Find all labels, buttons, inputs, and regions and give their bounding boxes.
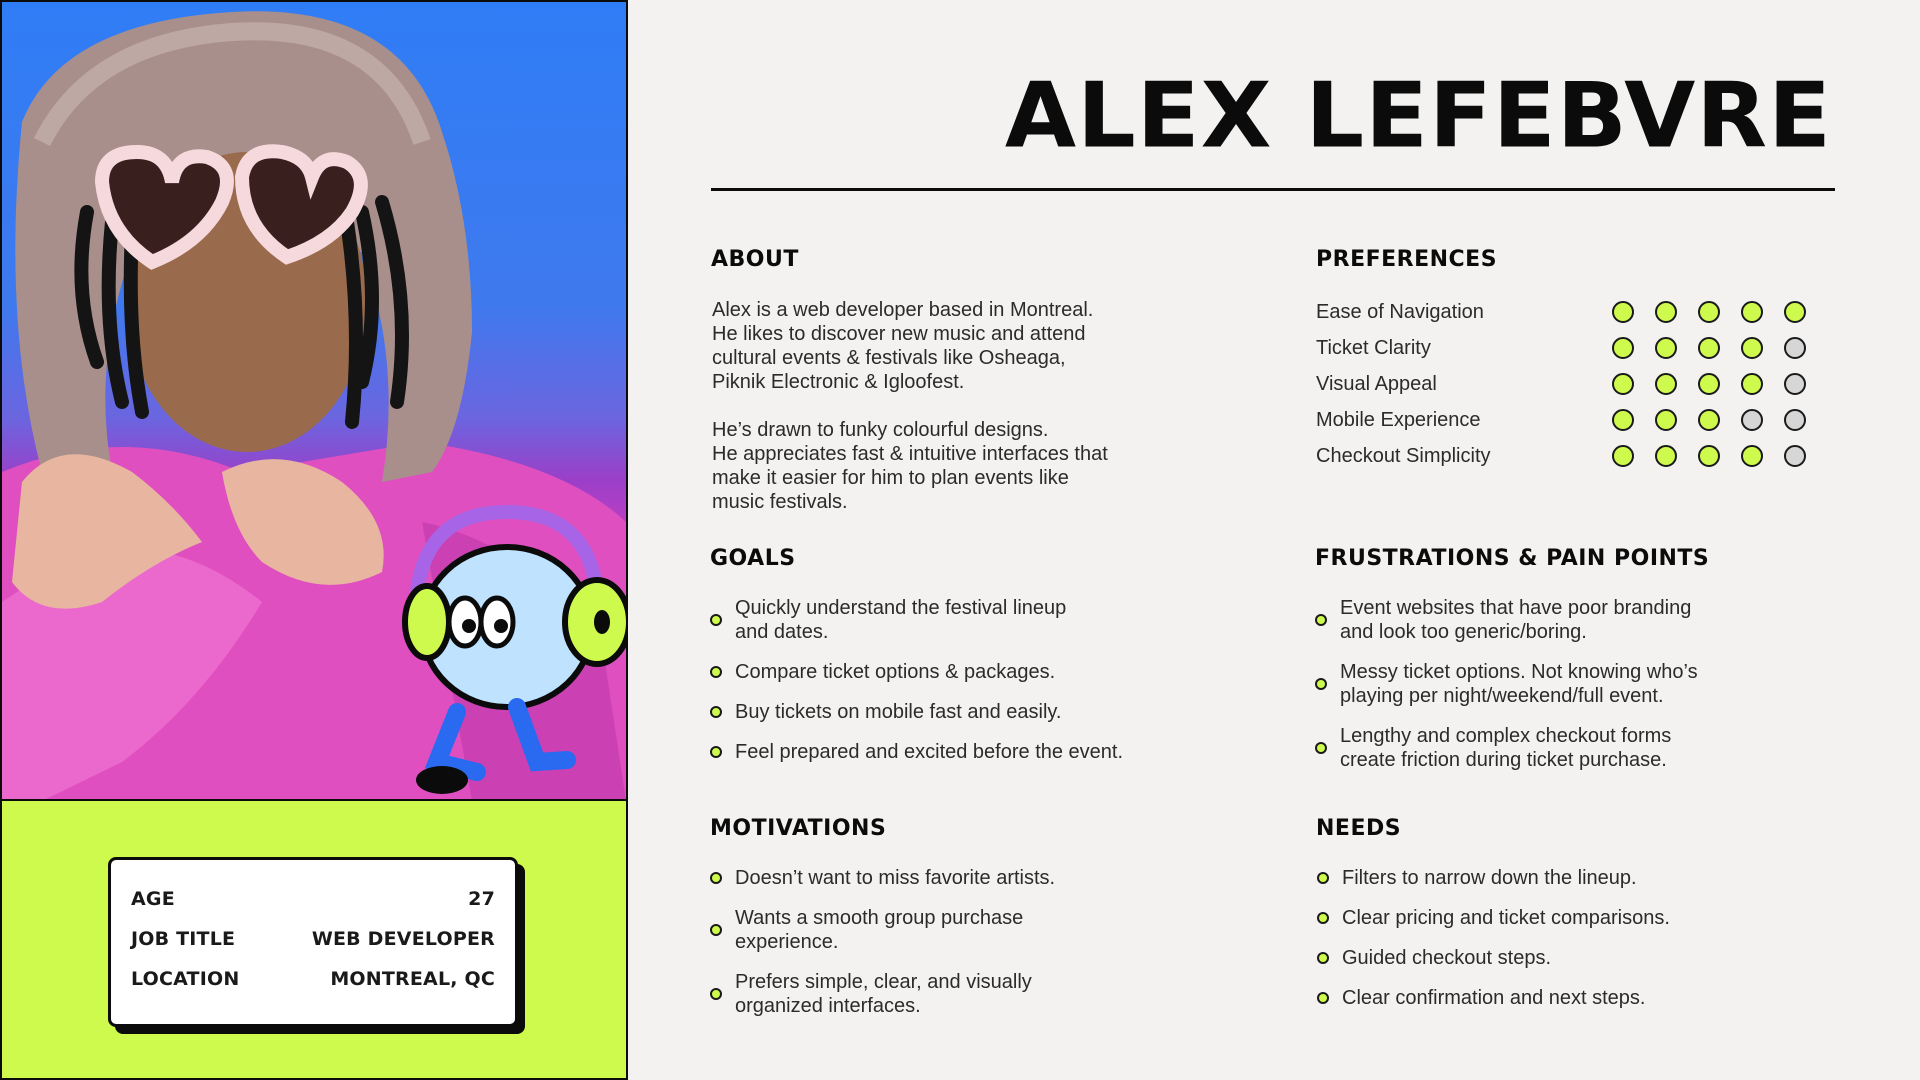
goals-item-line: Feel prepared and excited before the event. <box>735 741 1124 763</box>
info-label: JOB TITLE <box>131 928 236 950</box>
rating-dot-filled-icon <box>1698 409 1720 431</box>
rating-dot-filled-icon <box>1655 373 1677 395</box>
needs-item-text <box>1342 946 1551 970</box>
bullet-dot-icon <box>1317 992 1329 1004</box>
preferences-list <box>1316 294 1816 474</box>
about-line: music festivals. <box>712 491 848 513</box>
preferences-title: PREFERENCES <box>1316 247 1498 272</box>
needs-item <box>1317 906 1670 930</box>
needs-list <box>1317 866 1670 1026</box>
goals-item-text <box>735 660 1055 684</box>
frustrations-item <box>1315 724 1698 772</box>
header-divider <box>711 188 1835 191</box>
motivations-item-text <box>735 970 1032 1018</box>
rating-dot-filled-icon <box>1698 337 1720 359</box>
bullet-dot-icon <box>710 614 722 626</box>
needs-item-line: Filters to narrow down the lineup. <box>1342 867 1637 889</box>
rating-dot-filled-icon <box>1741 445 1763 467</box>
bullet-dot-icon <box>1317 952 1329 964</box>
needs-title: NEEDS <box>1316 816 1402 841</box>
about-line: He appreciates fast & intuitive interfaces that <box>712 443 1108 465</box>
rating-dot-filled-icon <box>1655 445 1677 467</box>
frustrations-item <box>1315 596 1698 644</box>
motivations-item-line: Wants a smooth group purchase <box>735 907 1024 929</box>
preference-rating <box>1612 301 1806 323</box>
info-label: AGE <box>131 888 175 910</box>
bullet-dot-icon <box>1315 614 1327 626</box>
needs-item-text <box>1342 866 1637 890</box>
info-row-location <box>131 968 495 1008</box>
preference-label: Ticket Clarity <box>1316 336 1431 359</box>
rating-dot-empty-icon <box>1784 337 1806 359</box>
motivations-item <box>710 866 1055 890</box>
rating-dot-empty-icon <box>1784 373 1806 395</box>
rating-dot-empty-icon <box>1784 445 1806 467</box>
preference-rating <box>1612 445 1806 467</box>
frustrations-list <box>1315 596 1698 788</box>
info-value: 27 <box>468 888 495 910</box>
frustrations-item-line: and look too generic/boring. <box>1340 621 1587 643</box>
needs-item <box>1317 986 1670 1010</box>
goals-item <box>710 596 1123 644</box>
goals-item <box>710 660 1123 684</box>
rating-dot-filled-icon <box>1612 337 1634 359</box>
about-line: He’s drawn to funky colourful designs. <box>712 419 1049 441</box>
motivations-item <box>710 970 1055 1018</box>
frustrations-item-text <box>1340 660 1698 708</box>
needs-item-text <box>1342 906 1670 930</box>
rating-dot-filled-icon <box>1698 373 1720 395</box>
goals-item-line: Quickly understand the festival lineup <box>735 597 1067 619</box>
info-row-job-title <box>131 928 495 968</box>
frustrations-title: FRUSTRATIONS & PAIN POINTS <box>1315 546 1710 571</box>
goals-item-text <box>735 596 1066 644</box>
preference-row <box>1316 294 1816 330</box>
about-paragraph-1 <box>712 298 1172 394</box>
rating-dot-filled-icon <box>1612 445 1634 467</box>
frustrations-item-line: playing per night/weekend/full event. <box>1340 685 1664 707</box>
rating-dot-filled-icon <box>1655 301 1677 323</box>
preference-rating <box>1612 409 1806 431</box>
bullet-dot-icon <box>710 746 722 758</box>
goals-list <box>710 596 1123 780</box>
preference-row <box>1316 402 1816 438</box>
frustrations-item-text <box>1340 596 1691 644</box>
bullet-dot-icon <box>1317 872 1329 884</box>
bullet-dot-icon <box>710 706 722 718</box>
about-line: Piknik Electronic & Igloofest. <box>712 371 965 393</box>
info-value: WEB DEVELOPER <box>311 928 495 950</box>
preference-row <box>1316 330 1816 366</box>
needs-item <box>1317 866 1670 890</box>
bullet-dot-icon <box>710 924 722 936</box>
bullet-dot-icon <box>710 988 722 1000</box>
needs-item-text <box>1342 986 1646 1010</box>
preference-rating <box>1612 373 1806 395</box>
goals-item <box>710 740 1123 764</box>
goals-item-text <box>735 740 1123 764</box>
rating-dot-filled-icon <box>1655 409 1677 431</box>
preference-label: Mobile Experience <box>1316 408 1481 431</box>
about-title: ABOUT <box>711 247 799 272</box>
motivations-item <box>710 906 1055 954</box>
bullet-dot-icon <box>1317 912 1329 924</box>
persona-photo-illustration <box>2 2 626 801</box>
goals-item-line: and dates. <box>735 621 829 643</box>
preference-row <box>1316 366 1816 402</box>
motivations-list <box>710 866 1055 1034</box>
frustrations-item-line: Event websites that have poor branding <box>1340 597 1692 619</box>
motivations-item-line: Prefers simple, clear, and visually <box>735 971 1032 993</box>
about-line: cultural events & festivals like Osheaga, <box>712 347 1066 369</box>
motivations-item-text <box>735 866 1055 890</box>
motivations-item-line: experience. <box>735 931 839 953</box>
rating-dot-filled-icon <box>1612 373 1634 395</box>
about-line: Alex is a web developer based in Montreal. <box>712 299 1094 321</box>
rating-dot-filled-icon <box>1655 337 1677 359</box>
bullet-dot-icon <box>1315 742 1327 754</box>
info-row-age <box>131 888 495 928</box>
persona-info-card <box>108 857 518 1027</box>
motivations-item-line: organized interfaces. <box>735 995 921 1017</box>
frustrations-item <box>1315 660 1698 708</box>
rating-dot-filled-icon <box>1741 337 1763 359</box>
preference-row <box>1316 438 1816 474</box>
rating-dot-filled-icon <box>1741 301 1763 323</box>
motivations-item-text <box>735 906 1023 954</box>
rating-dot-filled-icon <box>1612 409 1634 431</box>
persona-photo <box>2 2 626 801</box>
goals-item <box>710 700 1123 724</box>
persona-name: ALEX LEFEBVRE <box>1004 63 1832 168</box>
frustrations-item-line: create friction during ticket purchase. <box>1340 749 1667 771</box>
preference-rating <box>1612 337 1806 359</box>
persona-visual-panel <box>0 0 628 1080</box>
bullet-dot-icon <box>710 666 722 678</box>
preference-label: Ease of Navigation <box>1316 300 1484 323</box>
frustrations-item-text <box>1340 724 1671 772</box>
rating-dot-filled-icon <box>1741 373 1763 395</box>
frustrations-item-line: Lengthy and complex checkout forms <box>1340 725 1672 747</box>
info-value: MONTREAL, QC <box>330 968 495 990</box>
needs-item-line: Clear confirmation and next steps. <box>1342 987 1646 1009</box>
bullet-dot-icon <box>1315 678 1327 690</box>
needs-item-line: Clear pricing and ticket comparisons. <box>1342 907 1670 929</box>
goals-item-line: Buy tickets on mobile fast and easily. <box>735 701 1062 723</box>
rating-dot-filled-icon <box>1698 445 1720 467</box>
needs-item-line: Guided checkout steps. <box>1342 947 1552 969</box>
rating-dot-empty-icon <box>1741 409 1763 431</box>
bullet-dot-icon <box>710 872 722 884</box>
motivations-item-line: Doesn’t want to miss favorite artists. <box>735 867 1056 889</box>
preference-label: Checkout Simplicity <box>1316 444 1491 467</box>
rating-dot-filled-icon <box>1784 301 1806 323</box>
motivations-title: MOTIVATIONS <box>710 816 887 841</box>
frustrations-item-line: Messy ticket options. Not knowing who’s <box>1340 661 1698 683</box>
needs-item <box>1317 946 1670 970</box>
about-line: make it easier for him to plan events like <box>712 467 1069 489</box>
rating-dot-empty-icon <box>1784 409 1806 431</box>
rating-dot-filled-icon <box>1612 301 1634 323</box>
about-paragraph-2 <box>712 418 1172 514</box>
goals-item-text <box>735 700 1061 724</box>
rating-dot-filled-icon <box>1698 301 1720 323</box>
preference-label: Visual Appeal <box>1316 372 1437 395</box>
info-label: LOCATION <box>131 968 240 990</box>
about-line: He likes to discover new music and attend <box>712 323 1086 345</box>
goals-title: GOALS <box>710 546 796 571</box>
goals-item-line: Compare ticket options & packages. <box>735 661 1056 683</box>
